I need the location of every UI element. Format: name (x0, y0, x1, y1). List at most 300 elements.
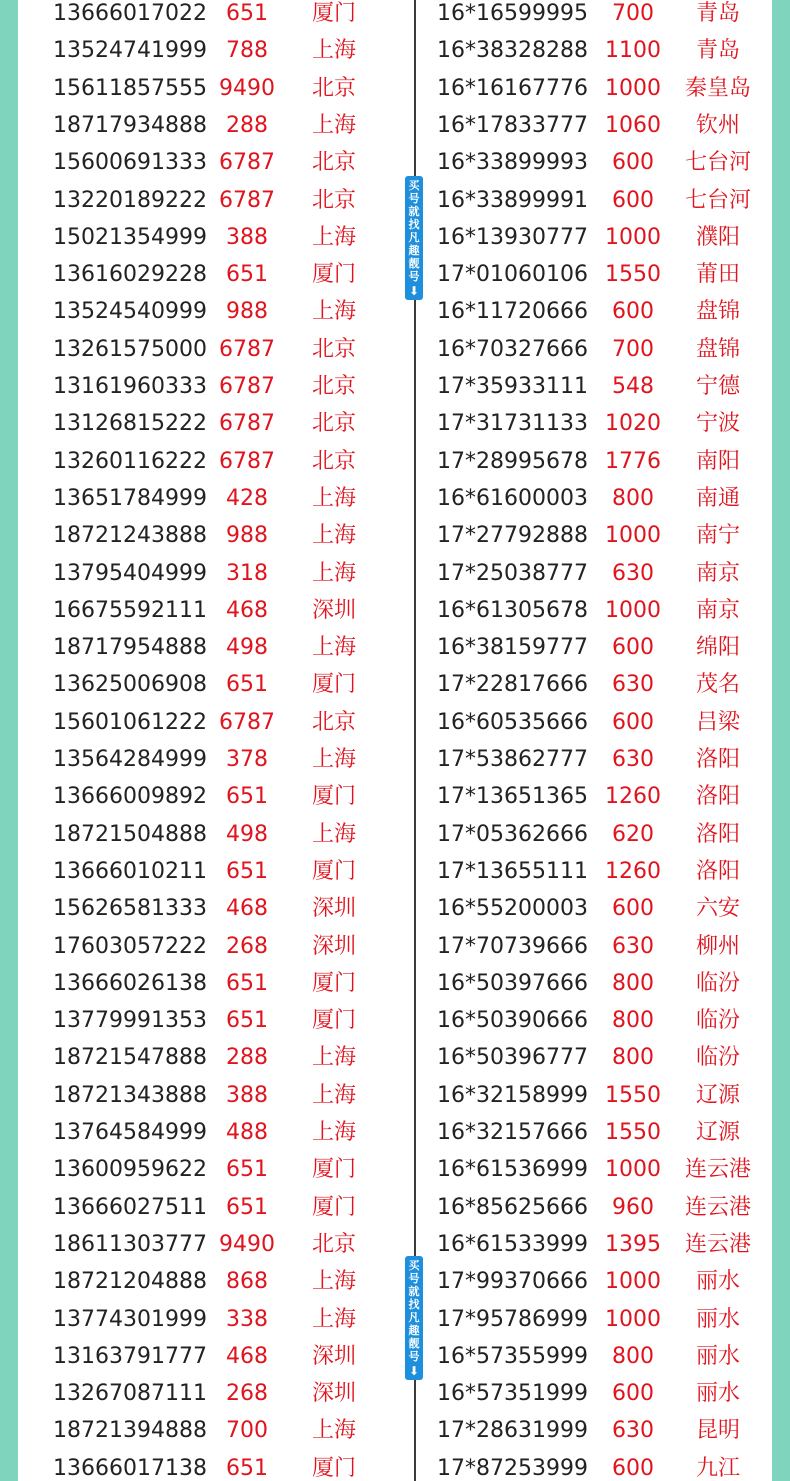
right-price: 600 (612, 709, 654, 735)
right-city: 宁德 (695, 374, 740, 399)
right-phone-number: 17*13651365 (437, 784, 588, 810)
left-price: 288 (226, 112, 268, 138)
left-phone-number: 13260116222 (53, 448, 207, 474)
right-city: 莆田 (695, 262, 740, 288)
left-phone-number: 13666027511 (53, 1194, 207, 1220)
right-phone-number: 16*38159777 (437, 635, 588, 661)
left-phone-number: 16675592111 (53, 597, 207, 623)
right-city: 濮阳 (695, 224, 740, 250)
right-price: 800 (612, 970, 654, 996)
left-phone-number: 18721547888 (53, 1045, 207, 1071)
right-city: 连云港 (684, 1157, 751, 1183)
right-city: 秦皇岛 (684, 75, 751, 101)
right-city: 丽水 (695, 1381, 740, 1407)
right-price: 600 (612, 299, 654, 325)
list-row (18, 928, 772, 965)
right-phone-number: 16*11720666 (437, 299, 588, 325)
list-row (18, 1189, 772, 1226)
left-price: 318 (226, 560, 268, 586)
left-phone-number: 13220189222 (53, 187, 207, 213)
right-phone-number: 17*28631999 (437, 1418, 588, 1444)
left-price: 651 (226, 1008, 268, 1034)
left-phone-number: 13774301999 (53, 1306, 207, 1332)
promo-tag-char: 号 (408, 1350, 420, 1363)
right-price: 700 (612, 1, 654, 26)
right-price: 800 (612, 1008, 654, 1034)
list-row (18, 1039, 772, 1076)
right-phone-number: 17*05362666 (437, 821, 588, 847)
left-city: 厦门 (311, 970, 356, 996)
right-price: 600 (612, 1455, 654, 1481)
right-phone-number: 17*01060106 (437, 262, 588, 288)
left-city: 北京 (311, 336, 356, 362)
left-price: 9490 (219, 75, 275, 101)
arrow-down-icon: ⬇ (408, 1364, 420, 1378)
right-phone-number: 16*17833777 (437, 112, 588, 138)
arrow-down-icon: ⬇ (408, 284, 420, 298)
left-phone-number: 17603057222 (53, 933, 207, 959)
left-phone-number: 13161960333 (53, 374, 207, 399)
right-city: 柳州 (695, 933, 740, 959)
left-price: 9490 (219, 1231, 275, 1257)
right-phone-number: 17*53862777 (437, 747, 588, 772)
left-price: 988 (226, 299, 268, 325)
right-phone-number: 16*50390666 (437, 1008, 588, 1034)
list-row (18, 890, 772, 927)
right-phone-number: 16*13930777 (437, 224, 588, 250)
right-phone-number: 16*16167776 (437, 75, 588, 101)
right-price: 800 (612, 485, 654, 511)
list-row (18, 1263, 772, 1300)
promo-tag-char: 买 (408, 1259, 420, 1272)
left-city: 上海 (311, 747, 356, 772)
left-price: 388 (226, 1082, 268, 1108)
left-phone-number: 13625006908 (53, 672, 207, 698)
right-city: 辽源 (695, 1120, 740, 1145)
right-price: 1000 (605, 523, 661, 549)
left-city: 上海 (311, 224, 356, 250)
right-phone-number: 16*33899993 (437, 150, 588, 176)
right-price: 1550 (605, 262, 661, 288)
list-row (18, 666, 772, 703)
list-row (18, 1375, 772, 1412)
promo-tag-char: 号 (408, 1272, 420, 1285)
promo-tag-char: 趣 (408, 244, 420, 257)
right-city: 洛阳 (695, 858, 740, 884)
right-city: 南通 (695, 485, 740, 511)
left-city: 上海 (311, 560, 356, 586)
right-price: 548 (612, 374, 654, 399)
right-price: 1000 (605, 224, 661, 250)
left-city: 厦门 (311, 1194, 356, 1220)
list-row (18, 293, 772, 330)
left-phone-number: 18721343888 (53, 1082, 207, 1108)
right-city: 临汾 (695, 1045, 740, 1071)
left-phone-number: 15601061222 (53, 709, 207, 735)
right-city: 七台河 (684, 187, 751, 213)
right-price: 600 (612, 635, 654, 661)
left-price: 388 (226, 224, 268, 250)
right-price: 1060 (605, 112, 661, 138)
right-city: 丽水 (695, 1343, 740, 1369)
promo-tag-char: 凡 (408, 1311, 420, 1324)
right-phone-number: 17*31731133 (437, 411, 588, 437)
left-price: 988 (226, 523, 268, 549)
left-phone-number: 15626581333 (53, 896, 207, 922)
left-price: 651 (226, 1194, 268, 1220)
right-city: 连云港 (684, 1194, 751, 1220)
right-phone-number: 17*28995678 (437, 448, 588, 474)
left-phone-number: 13126815222 (53, 411, 207, 437)
left-city: 上海 (311, 821, 356, 847)
left-price: 651 (226, 262, 268, 288)
right-city: 盘锦 (695, 336, 740, 362)
left-price: 6787 (219, 448, 275, 474)
left-phone-number: 18721394888 (53, 1418, 207, 1444)
right-price: 620 (612, 821, 654, 847)
list-row (18, 816, 772, 853)
list-row (18, 778, 772, 815)
promo-tag-char: 趣 (408, 1324, 420, 1337)
right-phone-number: 16*33899991 (437, 187, 588, 213)
right-phone-number: 17*13655111 (437, 858, 588, 884)
left-phone-number: 13666026138 (53, 970, 207, 996)
list-row (18, 704, 772, 741)
right-price: 1000 (605, 1157, 661, 1183)
list-row (18, 629, 772, 666)
list-row (18, 1077, 772, 1114)
right-city: 丽水 (695, 1306, 740, 1332)
right-price: 1395 (605, 1231, 661, 1257)
right-phone-number: 17*95786999 (437, 1306, 588, 1332)
left-city: 北京 (311, 150, 356, 176)
right-city: 洛阳 (695, 747, 740, 772)
right-price: 600 (612, 1381, 654, 1407)
list-row (18, 1226, 772, 1263)
right-city: 连云港 (684, 1231, 751, 1257)
left-city: 深圳 (311, 597, 356, 623)
left-price: 651 (226, 672, 268, 698)
left-phone-number: 18721204888 (53, 1269, 207, 1295)
left-price: 651 (226, 1455, 268, 1481)
promo-tag-char: 就 (408, 1285, 420, 1298)
list-row (18, 182, 772, 219)
right-phone-number: 17*99370666 (437, 1269, 588, 1295)
left-phone-number: 13666017022 (53, 1, 207, 26)
right-city: 洛阳 (695, 821, 740, 847)
left-price: 6787 (219, 374, 275, 399)
list-row (18, 1301, 772, 1338)
list-row (18, 405, 772, 442)
right-city: 南阳 (695, 448, 740, 474)
left-price: 651 (226, 970, 268, 996)
promo-tag-char: 号 (408, 192, 420, 205)
left-phone-number: 18721504888 (53, 821, 207, 847)
list-row (18, 331, 772, 368)
left-price: 788 (226, 38, 268, 64)
left-phone-number: 15600691333 (53, 150, 207, 176)
left-phone-number: 13666010211 (53, 858, 207, 884)
right-price: 630 (612, 560, 654, 586)
right-phone-number: 16*61533999 (437, 1231, 588, 1257)
list-row (18, 368, 772, 405)
left-phone-number: 13261575000 (53, 336, 207, 362)
right-price: 1550 (605, 1082, 661, 1108)
left-city: 上海 (311, 1306, 356, 1332)
left-phone-number: 15611857555 (53, 75, 207, 101)
left-phone-number: 13666017138 (53, 1455, 207, 1481)
list-row (18, 443, 772, 480)
right-phone-number: 16*16599995 (437, 1, 588, 26)
left-city: 厦门 (311, 1, 356, 26)
right-price: 1550 (605, 1120, 661, 1145)
right-phone-number: 16*50397666 (437, 970, 588, 996)
right-phone-number: 17*25038777 (437, 560, 588, 586)
left-city: 厦门 (311, 858, 356, 884)
right-phone-number: 16*70327666 (437, 336, 588, 362)
right-city: 丽水 (695, 1269, 740, 1295)
left-phone-number: 18717954888 (53, 635, 207, 661)
left-price: 6787 (219, 411, 275, 437)
left-price: 468 (226, 597, 268, 623)
left-city: 上海 (311, 112, 356, 138)
left-price: 338 (226, 1306, 268, 1332)
right-price: 1020 (605, 411, 661, 437)
list-row (18, 853, 772, 890)
list-row (18, 0, 772, 32)
left-phone-number: 13267087111 (53, 1381, 207, 1407)
right-price: 1260 (605, 784, 661, 810)
left-phone-number: 18721243888 (53, 523, 207, 549)
list-row (18, 592, 772, 629)
buy-number-promo-tag[interactable] (405, 176, 423, 300)
right-price: 630 (612, 672, 654, 698)
promo-tag-char: 找 (408, 218, 420, 231)
left-price: 6787 (219, 336, 275, 362)
left-price: 651 (226, 1157, 268, 1183)
right-phone-number: 16*60535666 (437, 709, 588, 735)
right-city: 辽源 (695, 1082, 740, 1108)
right-city: 九江 (695, 1455, 740, 1481)
list-row (18, 741, 772, 778)
left-phone-number: 18611303777 (53, 1231, 207, 1257)
left-phone-number: 13779991353 (53, 1008, 207, 1034)
right-city: 六安 (695, 896, 740, 922)
left-city: 厦门 (311, 1157, 356, 1183)
right-city: 南京 (695, 597, 740, 623)
left-city: 北京 (311, 411, 356, 437)
right-phone-number: 17*27792888 (437, 523, 588, 549)
list-row (18, 480, 772, 517)
left-phone-number: 18717934888 (53, 112, 207, 138)
left-phone-number: 13651784999 (53, 485, 207, 511)
left-price: 498 (226, 821, 268, 847)
left-price: 498 (226, 635, 268, 661)
left-phone-number: 13600959622 (53, 1157, 207, 1183)
right-price: 700 (612, 336, 654, 362)
right-phone-number: 17*70739666 (437, 933, 588, 959)
right-price: 960 (612, 1194, 654, 1220)
right-phone-number: 16*61305678 (437, 597, 588, 623)
list-row (18, 1338, 772, 1375)
right-price: 1776 (605, 448, 661, 474)
right-phone-number: 16*32157666 (437, 1120, 588, 1145)
left-city: 上海 (311, 1082, 356, 1108)
right-city: 盘锦 (695, 299, 740, 325)
right-phone-number: 16*61536999 (437, 1157, 588, 1183)
right-price: 1260 (605, 858, 661, 884)
left-phone-number: 13524540999 (53, 299, 207, 325)
right-city: 宁波 (695, 411, 740, 437)
right-city: 七台河 (684, 150, 751, 176)
right-price: 630 (612, 933, 654, 959)
list-row (18, 144, 772, 181)
list-row (18, 1151, 772, 1188)
promo-tag-char: 就 (408, 205, 420, 218)
left-city: 北京 (311, 187, 356, 213)
left-city: 厦门 (311, 1008, 356, 1034)
right-price: 1100 (605, 38, 661, 64)
left-city: 深圳 (311, 896, 356, 922)
right-city: 钦州 (695, 112, 740, 138)
right-price: 800 (612, 1343, 654, 1369)
right-city: 南京 (695, 560, 740, 586)
left-city: 上海 (311, 635, 356, 661)
promo-tag-char: 靓 (408, 1337, 420, 1350)
left-price: 488 (226, 1120, 268, 1145)
right-phone-number: 16*85625666 (437, 1194, 588, 1220)
left-price: 268 (226, 933, 268, 959)
left-phone-number: 13564284999 (53, 747, 207, 772)
right-city: 青岛 (695, 38, 740, 64)
list-row (18, 555, 772, 592)
promo-tag-char: 号 (408, 270, 420, 283)
right-city: 青岛 (695, 1, 740, 26)
list-row (18, 1450, 772, 1481)
right-price: 630 (612, 1418, 654, 1444)
left-city: 深圳 (311, 1343, 356, 1369)
right-price: 1000 (605, 75, 661, 101)
right-phone-number: 16*38328288 (437, 38, 588, 64)
left-price: 6787 (219, 187, 275, 213)
promo-tag-char: 靓 (408, 257, 420, 270)
left-city: 上海 (311, 299, 356, 325)
left-price: 651 (226, 1, 268, 26)
right-phone-number: 16*57355999 (437, 1343, 588, 1369)
left-phone-number: 13616029228 (53, 262, 207, 288)
left-price: 378 (226, 747, 268, 772)
left-price: 268 (226, 1381, 268, 1407)
left-city: 上海 (311, 1269, 356, 1295)
right-phone-number: 16*32158999 (437, 1082, 588, 1108)
left-phone-number: 13764584999 (53, 1120, 207, 1145)
promo-tag-char: 找 (408, 1298, 420, 1311)
left-city: 上海 (311, 523, 356, 549)
right-city: 绵阳 (695, 635, 740, 661)
left-phone-number: 15021354999 (53, 224, 207, 250)
list-row (18, 70, 772, 107)
buy-number-promo-tag[interactable] (405, 1256, 423, 1380)
right-phone-number: 16*55200003 (437, 896, 588, 922)
list-row (18, 219, 772, 256)
right-city: 吕梁 (695, 709, 740, 735)
list-row (18, 517, 772, 554)
right-price: 600 (612, 150, 654, 176)
left-city: 厦门 (311, 672, 356, 698)
left-city: 上海 (311, 38, 356, 64)
left-price: 468 (226, 1343, 268, 1369)
left-phone-number: 13795404999 (53, 560, 207, 586)
list-row (18, 1114, 772, 1151)
left-city: 深圳 (311, 1381, 356, 1407)
left-phone-number: 13524741999 (53, 38, 207, 64)
right-city: 茂名 (695, 672, 740, 698)
list-row (18, 107, 772, 144)
left-city: 北京 (311, 1231, 356, 1257)
right-price: 1000 (605, 1269, 661, 1295)
left-city: 上海 (311, 1418, 356, 1444)
right-price: 630 (612, 747, 654, 772)
right-price: 600 (612, 896, 654, 922)
right-phone-number: 17*22817666 (437, 672, 588, 698)
left-city: 厦门 (311, 262, 356, 288)
right-city: 临汾 (695, 1008, 740, 1034)
list-row (18, 965, 772, 1002)
left-city: 北京 (311, 709, 356, 735)
right-phone-number: 17*35933111 (437, 374, 588, 399)
left-price: 700 (226, 1418, 268, 1444)
left-city: 北京 (311, 75, 356, 101)
left-city: 北京 (311, 448, 356, 474)
list-row (18, 1002, 772, 1039)
list-row (18, 256, 772, 293)
right-price: 1000 (605, 1306, 661, 1332)
right-phone-number: 17*87253999 (437, 1455, 588, 1481)
right-price: 800 (612, 1045, 654, 1071)
left-price: 651 (226, 784, 268, 810)
right-city: 洛阳 (695, 784, 740, 810)
left-price: 288 (226, 1045, 268, 1071)
left-city: 厦门 (311, 1455, 356, 1481)
left-phone-number: 13666009892 (53, 784, 207, 810)
list-row (18, 1412, 772, 1449)
left-city: 厦门 (311, 784, 356, 810)
right-phone-number: 16*61600003 (437, 485, 588, 511)
left-city: 上海 (311, 1120, 356, 1145)
left-phone-number: 13163791777 (53, 1343, 207, 1369)
right-price: 600 (612, 187, 654, 213)
right-city: 临汾 (695, 970, 740, 996)
right-price: 1000 (605, 597, 661, 623)
left-city: 上海 (311, 1045, 356, 1071)
right-city: 昆明 (695, 1418, 740, 1444)
left-city: 上海 (311, 485, 356, 511)
left-price: 868 (226, 1269, 268, 1295)
left-price: 6787 (219, 709, 275, 735)
left-price: 6787 (219, 150, 275, 176)
left-price: 468 (226, 896, 268, 922)
right-phone-number: 16*57351999 (437, 1381, 588, 1407)
left-city: 深圳 (311, 933, 356, 959)
number-listing-panel (18, 0, 772, 1481)
list-row (18, 32, 772, 69)
left-price: 651 (226, 858, 268, 884)
left-price: 428 (226, 485, 268, 511)
right-phone-number: 16*50396777 (437, 1045, 588, 1071)
promo-tag-char: 买 (408, 179, 420, 192)
left-city: 北京 (311, 374, 356, 399)
promo-tag-char: 凡 (408, 231, 420, 244)
